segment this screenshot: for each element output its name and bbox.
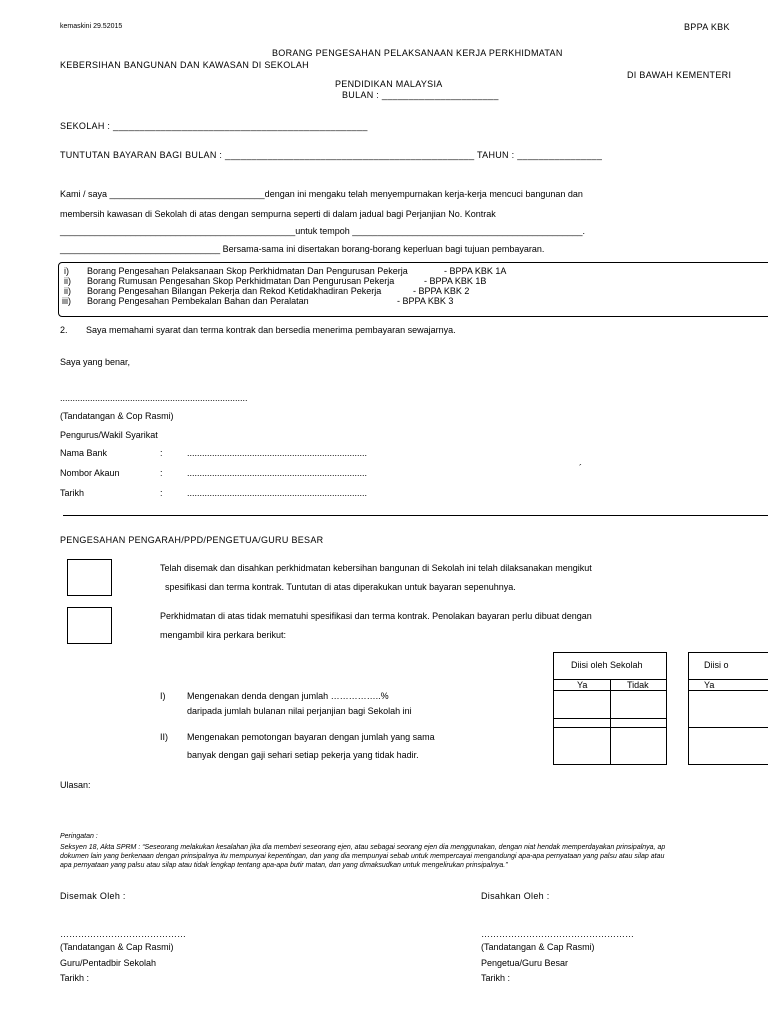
account-number-field[interactable]: ........................................................................: [187, 468, 368, 478]
school-table-header: Diisi oleh Sekolah: [571, 660, 643, 670]
form-title-right: DI BAWAH KEMENTERI: [627, 70, 732, 80]
reject-text-line2: mengambil kira perkara berikut:: [160, 630, 287, 640]
officer-table-col-ya: Ya: [704, 680, 715, 690]
reviewer-role: Guru/Pentadbir Sekolah: [60, 958, 157, 968]
form-item-text: Borang Pengesahan Pembekalan Bahan dan Peralatan: [87, 296, 309, 306]
deduction-item-line2: banyak dengan gaji sehari setiap pekerja yang tidak hadir.: [187, 750, 419, 760]
school-table-col-tidak: Tidak: [627, 680, 649, 690]
approved-by-label: Disahkan Oleh :: [481, 891, 550, 901]
approve-text-line2: spesifikasi dan terma kontrak. Tuntutan di atas diperakukan untuk bayaran sepenuhnya.: [165, 582, 516, 592]
reviewer-signature-caption: (Tandatangan & Cap Rasmi): [60, 942, 174, 952]
declaration-line3: _______________________________________________untuk tempoh ______________________________________________.: [60, 226, 586, 236]
form-item-code: - BPPA KBK 2: [413, 286, 470, 296]
penalty-item-line2: daripada jumlah bulanan nilai perjanjian bagi Sekolah ini: [187, 706, 412, 716]
table-col-divider: [610, 679, 611, 764]
saya-yang-benar: Saya yang benar,: [60, 357, 131, 367]
form-item-text: Borang Rumusan Pengesahan Skop Perkhidmatan Dan Pengurusan Pekerja: [87, 276, 395, 286]
account-number-colon: :: [160, 468, 163, 478]
account-number-label: Nombor Akaun: [60, 468, 120, 478]
stray-mark: ´: [579, 463, 582, 473]
form-item-code: - BPPA KBK 3: [397, 296, 454, 306]
form-title-line2: KEBERSIHAN BANGUNAN DAN KAWASAN DI SEKOLAH: [60, 60, 309, 70]
form-item-text: Borang Pengesahan Bilangan Pekerja dan Rekod Ketidakhadiran Pekerja: [87, 286, 382, 296]
bank-name-label: Nama Bank: [60, 448, 108, 458]
reviewed-by-label: Disemak Oleh :: [60, 891, 126, 901]
form-item-code: - BPPA KBK 1A: [444, 266, 507, 276]
table-header-divider: [688, 679, 768, 680]
approver-role: Pengetua/Guru Besar: [481, 958, 569, 968]
date-field[interactable]: ........................................................................: [187, 488, 368, 498]
table-subheader-divider: [688, 690, 768, 691]
reviewer-date[interactable]: Tarikh :: [60, 973, 90, 983]
date-colon: :: [160, 488, 163, 498]
bulan-field[interactable]: BULAN : ______________________: [342, 90, 499, 100]
bank-name-colon: :: [160, 448, 163, 458]
revision-note: kemaskini 29.52015: [60, 23, 123, 30]
approver-signature-line[interactable]: ……………………………………………: [481, 929, 634, 939]
verification-heading: PENGESAHAN PENGARAH/PPD/PENGETUA/GURU BESAR: [60, 535, 324, 545]
statement-num: 2.: [60, 325, 68, 335]
school-table-col-ya: Ya: [577, 680, 588, 690]
signature-caption: (Tandatangan & Cop Rasmi): [60, 411, 174, 421]
deduction-item-line1: Mengenakan pemotongan bayaran dengan jumlah yang sama: [187, 732, 435, 742]
section-divider: [63, 515, 768, 516]
warning-title: Peringatan :: [60, 833, 98, 840]
declaration-line4: ________________________________ Bersama-sama ini disertakan borang-borang keperluan bagi tujuan pembayaran.: [60, 244, 545, 254]
approver-signature-caption: (Tandatangan & Cap Rasmi): [481, 942, 595, 952]
approver-date[interactable]: Tarikh :: [481, 973, 511, 983]
table-row-divider: [688, 727, 768, 728]
form-item-num: ii): [64, 276, 71, 286]
officer-table-header: Diisi o: [704, 660, 729, 670]
statement-text: Saya memahami syarat dan terma kontrak dan bersedia menerima pembayaran sewajarnya.: [86, 325, 456, 335]
warning-line2: dokumen lain yang berkenaan dengan prinsipalnya itu mempunyai kepentingan, dan yang dia mempunyai sebab untuk mempercayai mengandungi apa-apa pernyataan yang palsu atau silap atau: [60, 853, 665, 860]
penalty-item-num: I): [160, 691, 166, 701]
declaration-line2: membersih kawasan di Sekolah di atas dengan sempurna seperti di dalam jadual bagi Perjanjian No. Kontrak: [60, 209, 496, 219]
tuntutan-field[interactable]: TUNTUTAN BAYARAN BAGI BULAN : _______________________________________________ TAHUN : ________________: [60, 150, 603, 160]
form-item-code: - BPPA KBK 1B: [424, 276, 487, 286]
bank-name-field[interactable]: ........................................................................: [187, 448, 368, 458]
form-item-text: Borang Pengesahan Pelaksanaan Skop Perkhidmatan Dan Pengurusan Pekerja: [87, 266, 408, 276]
warning-line1: Seksyen 18, Akta SPRM : “Seseorang melakukan kesalahan jika dia memberi seseorang ejen, atau sebagai seorang ejen dia menggunakan, dengan niat hendak memperdayakan prinsipalnya, ap: [60, 844, 666, 851]
form-title-line3: PENDIDIKAN MALAYSIA: [335, 79, 443, 89]
form-item-num: iii): [62, 296, 71, 306]
deduction-item-num: II): [160, 732, 168, 742]
approve-text-line1: Telah disemak dan disahkan perkhidmatan kebersihan bangunan di Sekolah ini telah dilaksanakan mengikut: [160, 563, 592, 573]
form-item-num: i): [64, 266, 69, 276]
sekolah-field[interactable]: SEKOLAH : ________________________________________________: [60, 121, 368, 131]
penalty-item-line1: Mengenakan denda dengan jumlah ……………..%: [187, 691, 389, 701]
signature-line[interactable]: ...........................................................................: [60, 393, 248, 403]
reject-checkbox[interactable]: [67, 607, 112, 644]
reject-text-line1: Perkhidmatan di atas tidak mematuhi spesifikasi dan terma kontrak. Penolakan bayaran perlu dibuat dengan: [160, 611, 592, 621]
signatory-role: Pengurus/Wakil Syarikat: [60, 430, 158, 440]
form-code: BPPA KBK: [684, 22, 730, 32]
approve-checkbox[interactable]: [67, 559, 112, 596]
declaration-line1: Kami / saya _______________________________dengan ini mengaku telah menyempurnakan kerja-kerja mencuci bangunan dan: [60, 189, 583, 199]
reviewer-signature-line[interactable]: ……………………………………: [60, 929, 186, 939]
form-item-num: ii): [64, 286, 71, 296]
form-title-line1: BORANG PENGESAHAN PELAKSANAAN KERJA PERKHIDMATAN: [272, 48, 563, 58]
date-label: Tarikh: [60, 488, 85, 498]
ulasan-label: Ulasan:: [60, 780, 91, 790]
warning-line3: apa pernyataan yang palsu atau silap atau tidak lengkap tentang apa-apa butir matan, dan yang dimaksudkan untuk mengelirukan prinsipalnya.”: [60, 862, 508, 869]
